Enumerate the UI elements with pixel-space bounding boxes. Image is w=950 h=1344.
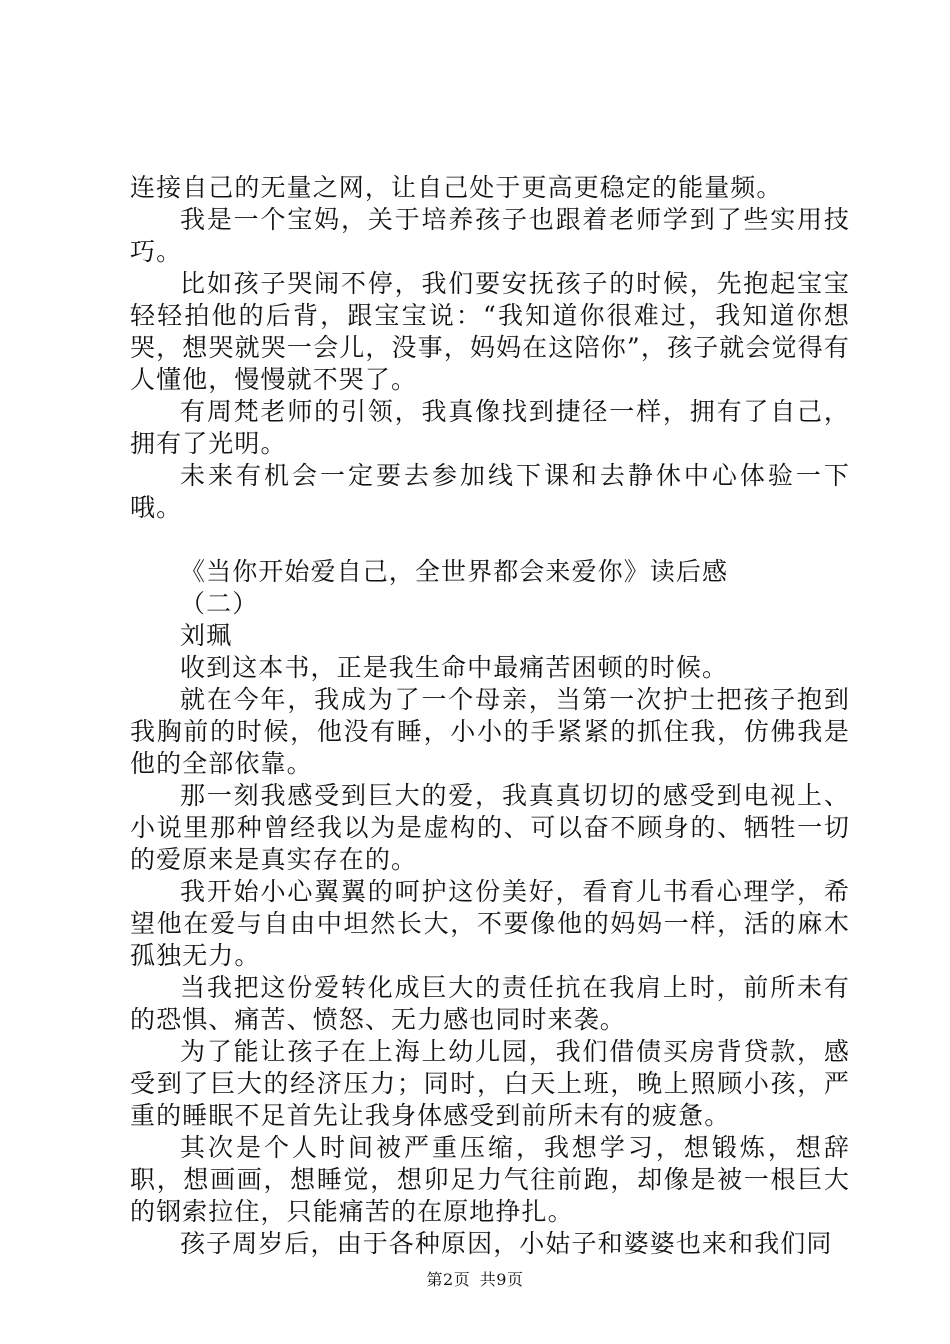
- page-footer: [0, 1270, 950, 1290]
- article-title: 《当你开始爱自己，全世界都会来爱你》读后感: [180, 557, 729, 586]
- paragraph: 其次是个人时间被严重压缩，我想学习，想锻炼，想辞职，想画画，想睡觉，想卯足力气往前跑，却像是被一根巨大的钢索拉住，只能痛苦的在原地挣扎。: [130, 1133, 850, 1226]
- section-gap: [130, 524, 850, 556]
- article-subtitle: （二）: [180, 589, 259, 618]
- paragraph: 就在今年，我成为了一个母亲，当第一次护士把孩子抱到我胸前的时候，他没有睡，小小的手紧紧的抓住我，仿佛我是他的全部依靠。: [130, 685, 850, 778]
- paragraph: 有周梵老师的引领，我真像找到捷径一样，拥有了自己，拥有了光明。: [130, 397, 850, 458]
- paragraph-continued: 连接自己的无量之网，让自己处于更高更稳定的能量频。: [130, 173, 783, 202]
- paragraph: 我是一个宝妈，关于培养孩子也跟着老师学到了些实用技巧。: [130, 205, 850, 266]
- paragraph: 收到这本书，正是我生命中最痛苦困顿的时候。: [180, 653, 729, 682]
- paragraph: 我开始小心翼翼的呵护这份美好，看育儿书看心理学，希望他在爱与自由中坦然长大，不要像他的妈妈一样，活的麻木孤独无力。: [130, 877, 850, 970]
- page-number: 第2页: [426, 1270, 471, 1289]
- article-author: 刘珮: [180, 621, 233, 650]
- paragraph: 未来有机会一定要去参加线下课和去静休中心体验一下哦。: [130, 461, 850, 522]
- page-total: 共9页: [479, 1270, 524, 1289]
- paragraph: 孩子周岁后，由于各种原因，小姑子和婆婆也来和我们同: [180, 1229, 833, 1258]
- paragraph: 比如孩子哭闹不停，我们要安抚孩子的时候，先抱起宝宝轻轻拍他的后背，跟宝宝说：“我知道你很难过，我知道你想哭，想哭就哭一会儿，没事，妈妈在这陪你”，孩子就会觉得有人懂他，慢慢就不哭了。: [130, 269, 850, 394]
- document-body: [130, 172, 850, 1260]
- paragraph: 那一刻我感受到巨大的爱，我真真切切的感受到电视上、小说里那种曾经我以为是虚构的、可以奋不顾身的、牺牲一切的爱原来是真实存在的。: [130, 781, 850, 874]
- paragraph: 为了能让孩子在上海上幼儿园，我们借债买房背贷款，感受到了巨大的经济压力；同时，白天上班，晚上照顾小孩，严重的睡眠不足首先让我身体感受到前所未有的疲惫。: [130, 1037, 850, 1130]
- paragraph: 当我把这份爱转化成巨大的责任抗在我肩上时，前所未有的恐惧、痛苦、愤怒、无力感也同时来袭。: [130, 973, 850, 1034]
